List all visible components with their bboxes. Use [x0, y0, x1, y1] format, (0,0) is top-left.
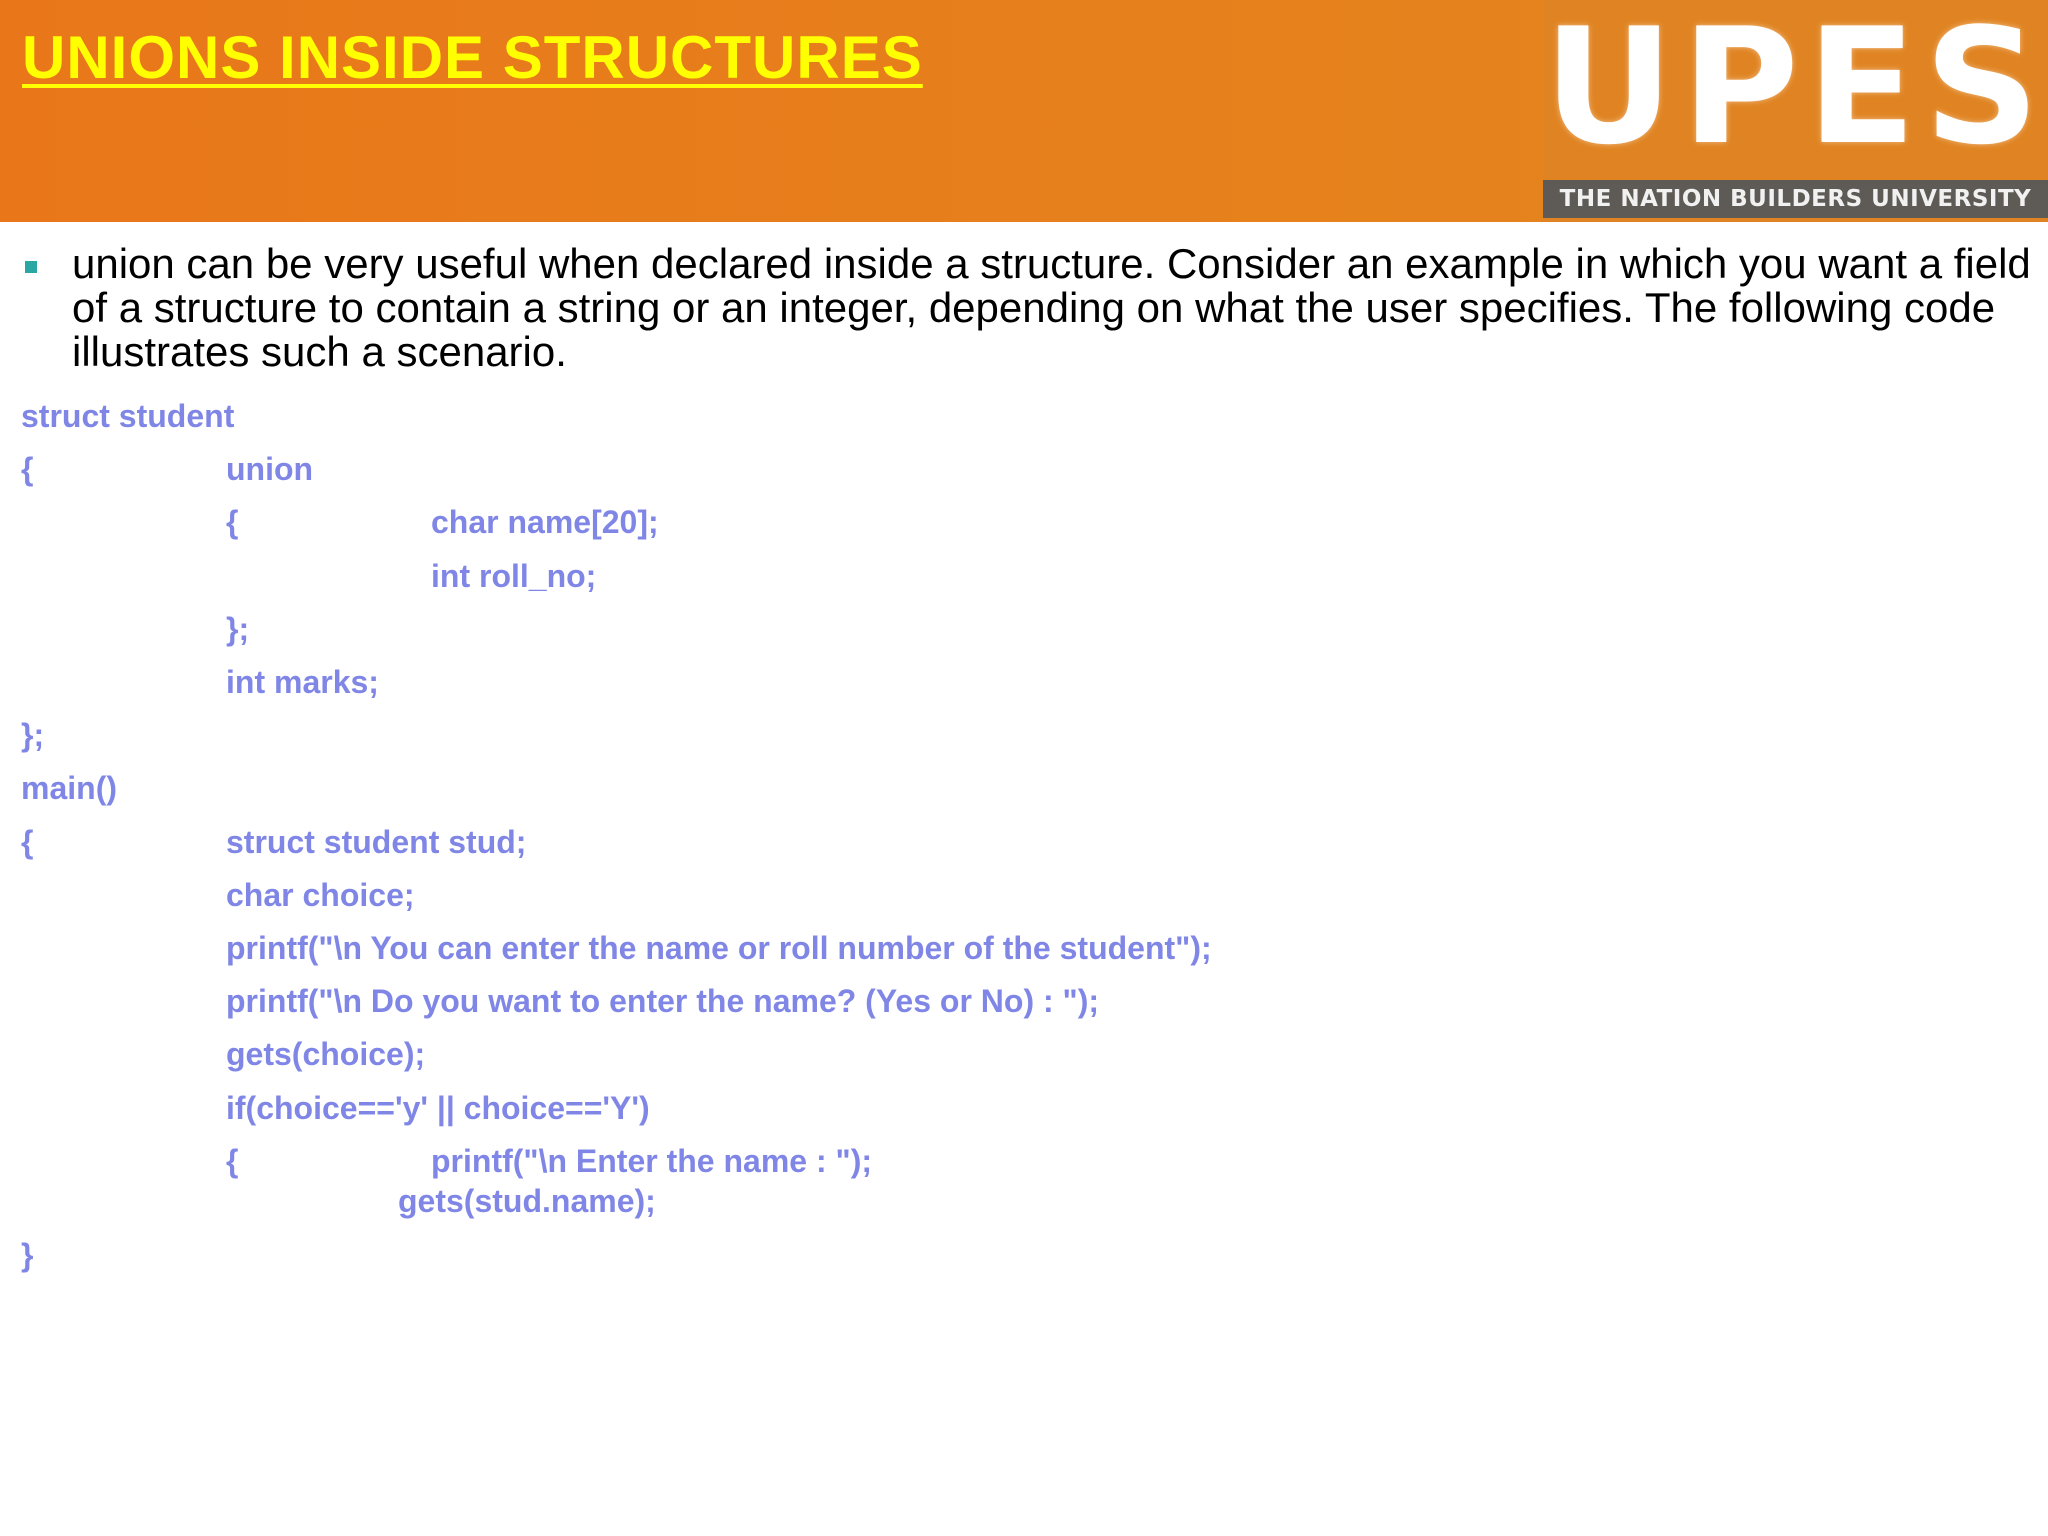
- code-line: struct student: [21, 398, 235, 434]
- code-line: }: [21, 1237, 34, 1273]
- code-line: char choice;: [226, 877, 415, 913]
- code-line: {: [21, 451, 34, 487]
- code-line: char name[20];: [431, 504, 659, 540]
- code-line: };: [226, 611, 250, 647]
- code-line: {: [21, 824, 34, 860]
- code-line: printf("\n Do you want to enter the name? (Yes or No) : ");: [226, 983, 1100, 1019]
- code-line: int roll_no;: [431, 558, 597, 594]
- code-line: main(): [21, 770, 117, 806]
- code-line: struct student stud;: [226, 824, 527, 860]
- code-line: gets(stud.name);: [398, 1183, 656, 1219]
- code-line: if(choice=='y' || choice=='Y'): [226, 1090, 650, 1126]
- code-line: int marks;: [226, 664, 379, 700]
- code-line: printf("\n You can enter the name or roll number of the student");: [226, 930, 1212, 966]
- logo-wordmark: UPES: [1543, 0, 2048, 180]
- intro-paragraph: union can be very useful when declared inside a structure. Consider an example in which you want a field of a structure to contain a string or an integer, depending on what the user specifies. The following code illustrates such a scenario.: [72, 240, 2031, 375]
- code-line: };: [21, 717, 45, 753]
- upes-logo: [1543, 0, 2048, 222]
- slide-header: [0, 0, 2048, 222]
- code-line: {: [226, 504, 239, 540]
- code-line: printf("\n Enter the name : ");: [431, 1143, 872, 1179]
- logo-tagline: THE NATION BUILDERS UNIVERSITY: [1543, 180, 2048, 218]
- code-line: union: [226, 451, 314, 487]
- slide-title: UNIONS INSIDE STRUCTURES: [22, 24, 923, 91]
- bullet-icon: [25, 261, 37, 273]
- code-line: {: [226, 1143, 239, 1179]
- code-line: gets(choice);: [226, 1036, 426, 1072]
